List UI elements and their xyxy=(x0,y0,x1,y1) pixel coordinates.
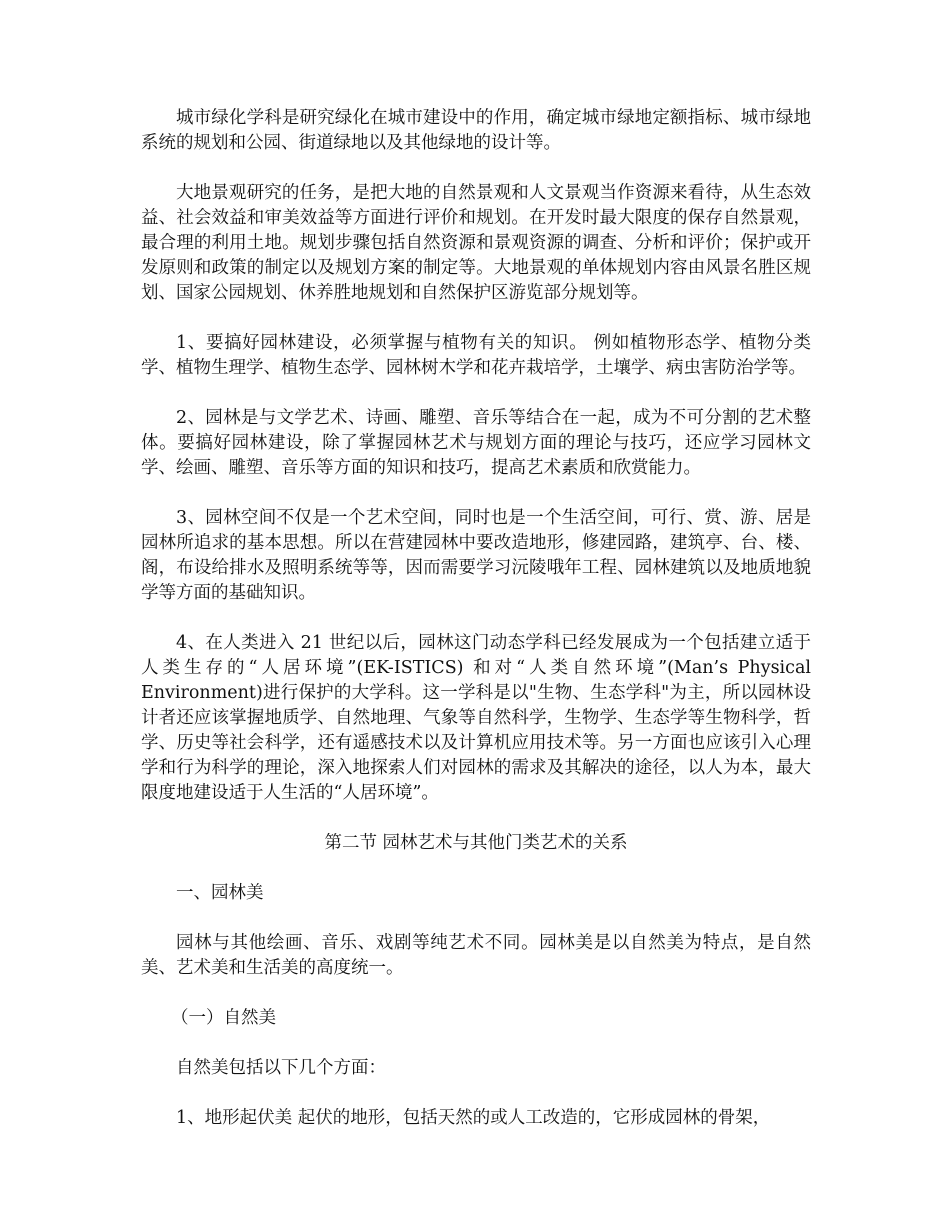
paragraph-garden-beauty: 园林与其他绘画、音乐、戏剧等纯艺术不同。园林美是以自然美为特点，是自然美、艺术美和生活美的高度统一。 xyxy=(141,933,811,978)
paragraph-terrain-beauty: 1、地形起伏美 起伏的地形，包括天然的或人工改造的，它形成园林的骨架， xyxy=(176,1108,771,1128)
paragraph-natural-beauty-intro: 自然美包括以下几个方面： xyxy=(176,1058,386,1078)
paragraph-living-space: 3、园林空间不仅是一个艺术空间，同时也是一个生活空间，可行、赏、游、居是园林所追求的基本思想。所以在营建园林中要改造地形，修建园路，建筑亭、台、楼、阁，布设给排水及照明系统等等，因而需要学习沅陵哦年工程、园林建筑以及地质地貌学等方面的基础知识。 xyxy=(141,508,811,603)
section-title: 第二节 园林艺术与其他门类艺术的关系 xyxy=(324,833,628,853)
subheading-garden-beauty: 一、园林美 xyxy=(176,883,264,903)
paragraph-landscape-planning: 大地景观研究的任务，是把大地的自然景观和人文景观当作资源来看待，从生态效益、社会效益和审美效益等方面进行评价和规划。在开发时最大限度的保存自然景观，最合理的利用土地。规划步骤包括自然资源和景观资源的调查、分析和评价；保护或开发原则和政策的制定以及规划方案的制定等。大地景观的单体规划内容由风景名胜区规划、国家公园规划、休养胜地规划和自然保护区游览部分规划等。 xyxy=(141,183,811,303)
paragraph-art-integration: 2、园林是与文学艺术、诗画、雕塑、音乐等结合在一起，成为不可分割的艺术整体。要搞好园林建设，除了掌握园林艺术与规划方面的理论与技巧，还应学习园林文学、绘画、雕塑、音乐等方面的知识和技巧，提高艺术素质和欣赏能力。 xyxy=(141,408,811,478)
subheading-natural-beauty: （一）自然美 xyxy=(171,1008,276,1028)
document-page xyxy=(141,106,811,1156)
paragraph-plant-knowledge: 1、要搞好园林建设，必须掌握与植物有关的知识。 例如植物形态学、植物分类学、植物生理学、植物生态学、园林树木学和花卉栽培学，土壤学、病虫害防治学等。 xyxy=(141,333,811,378)
paragraph-urban-greening: 城市绿化学科是研究绿化在城市建设中的作用，确定城市绿地定额指标、城市绿地系统的规划和公园、街道绿地以及其他绿地的设计等。 xyxy=(141,108,811,153)
paragraph-21st-century: 4、在人类进入 21 世纪以后，园林这门动态学科已经发展成为一个包括建立适于人类生存的“人居环境”(EK-ISTICS) 和对“人类自然环境”(Man’s Physical Environment)进行保护的大学科。这一学科是以"生物、生态学科"为主，所以园林设计者还应该掌握地质学、自然地理、气象等自然科学，生物学、生态学等生物科学，哲学、历史等社会科学，还有遥感技术以及计算机应用技术等。另一方面也应该引入心理学和行为科学的理论，深入地探索人们对园林的需求及其解决的途径，以人为本，最大限度地建设适于人生活的“人居环境”。 xyxy=(141,633,811,803)
